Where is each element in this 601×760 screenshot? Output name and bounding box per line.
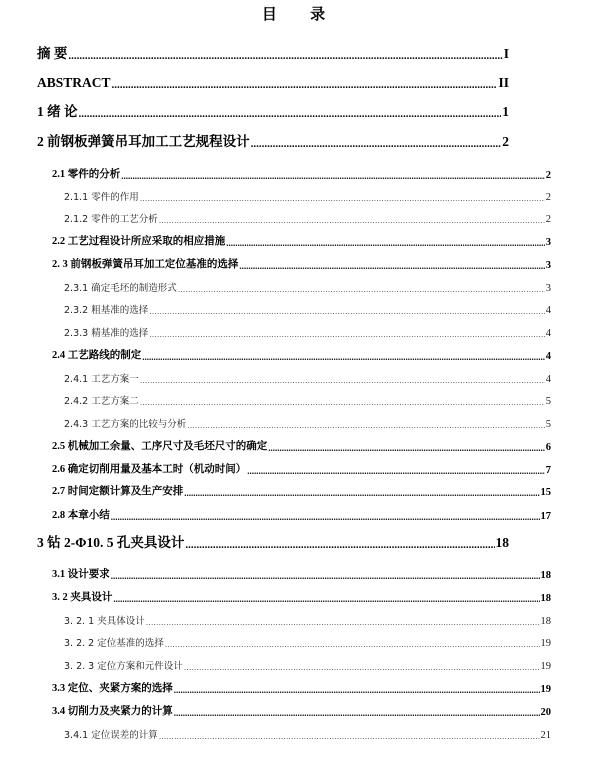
toc-entry-label: 2.3.1 确定毛坯的制造形式 [64, 283, 177, 294]
toc-leader-dots [185, 540, 494, 551]
toc-entry-label: 2.5 机械加工余量、工序尺寸及毛坯尺寸的确定 [52, 441, 268, 452]
toc-leader-dots [111, 572, 540, 581]
toc-entry-page-number: 4 [545, 374, 551, 385]
toc-entry-page-number: 2 [545, 214, 551, 225]
toc-leader-dots [178, 286, 545, 294]
toc-leader-dots [79, 109, 502, 120]
toc-leader-dots [226, 239, 545, 248]
toc-entry-label: 3. 2. 3 定位方案和元件设计 [64, 661, 183, 672]
toc-entry[interactable] [52, 462, 551, 476]
toc-entry-page-number: 18 [540, 570, 551, 581]
toc-entry[interactable] [52, 508, 551, 522]
toc-entry-page-number: 19 [540, 684, 551, 695]
toc-entry-label: 1 绪 论 [37, 104, 78, 119]
toc-leader-dots [184, 489, 539, 498]
toc-leader-dots [149, 308, 545, 316]
toc-leader-dots [159, 217, 545, 225]
toc-leader-dots [174, 686, 540, 695]
toc-entry-label: 2.1.2 零件的工艺分析 [64, 214, 158, 225]
toc-entry-page-number: 17 [540, 511, 551, 522]
toc-leader-dots [268, 444, 545, 453]
toc-entry[interactable] [52, 484, 551, 498]
toc-entry[interactable] [37, 102, 509, 120]
toc-leader-dots [165, 641, 540, 649]
toc-leader-dots [121, 172, 545, 181]
toc-entry-page-number: 3 [545, 283, 551, 294]
toc-entry-label: 3 钻 2-Φ10. 5 孔夹具设计 [37, 535, 185, 550]
toc-leader-dots [140, 399, 545, 407]
toc-leader-dots [111, 513, 540, 522]
toc-title: 目 录 [261, 5, 340, 23]
toc-leader-dots [140, 377, 545, 385]
toc-entry[interactable] [64, 280, 551, 294]
toc-entry-label: 2.3.3 精基准的选择 [64, 328, 149, 339]
toc-entry-label: 2.1 零件的分析 [52, 169, 121, 180]
toc-entry[interactable] [64, 371, 551, 385]
toc-entry[interactable] [64, 613, 551, 627]
toc-leader-dots [68, 51, 502, 62]
toc-leader-dots [184, 664, 540, 672]
toc-entry[interactable] [64, 189, 551, 203]
toc-entry[interactable] [64, 635, 551, 649]
toc-entry-label: 2.6 确定切削用量及基本工时（机动时间） [52, 464, 247, 475]
toc-entry[interactable] [64, 211, 551, 225]
toc-leader-dots [251, 139, 502, 150]
toc-entry-page-number: I [503, 46, 509, 61]
toc-entry-label: 2.4.1 工艺方案一 [64, 374, 139, 385]
toc-entry-label: 2.1.1 零件的作用 [64, 192, 139, 203]
toc-entry-label: 2.2 工艺过程设计所应采取的相应措施 [52, 236, 226, 247]
toc-entry-page-number: II [498, 75, 509, 90]
toc-leader-dots [140, 195, 545, 203]
toc-entry[interactable] [64, 727, 551, 741]
toc-entry[interactable] [64, 416, 551, 430]
toc-entry-label: 3.3 定位、夹紧方案的选择 [52, 683, 173, 694]
toc-entry-page-number: 20 [540, 707, 551, 718]
toc-entry-label: 3.1 设计要求 [52, 569, 110, 580]
toc-entry-page-number: 1 [502, 104, 509, 119]
toc-entry[interactable] [37, 132, 509, 150]
toc-entry-page-number: 18 [540, 593, 551, 604]
toc-entry[interactable] [64, 325, 551, 339]
toc-entry[interactable] [37, 73, 509, 91]
toc-entry-page-number: 2 [545, 170, 551, 181]
toc-leader-dots [239, 262, 544, 271]
toc-entry-page-number: 7 [545, 465, 551, 476]
toc-leader-dots [149, 331, 545, 339]
toc-entry-label: 2.4.2 工艺方案二 [64, 396, 139, 407]
toc-entry[interactable] [37, 533, 509, 551]
toc-entry-label: 3. 2. 2 定位基准的选择 [64, 638, 164, 649]
toc-leader-dots [112, 80, 498, 91]
toc-entry-label: 3. 2 夹具设计 [52, 592, 113, 603]
toc-entry-page-number: 18 [540, 616, 551, 627]
toc-entry-page-number: 3 [545, 237, 551, 248]
toc-entry-label: 2.7 时间定额计算及生产安排 [52, 486, 184, 497]
toc-entry-label: 3. 2. 1 夹具体设计 [64, 616, 145, 627]
toc-entry-label: 2.3.2 粗基准的选择 [64, 305, 149, 316]
toc-entry-page-number: 5 [545, 419, 551, 430]
toc-entry-label: 摘 要 [37, 46, 68, 61]
toc-entry-page-number: 21 [540, 730, 551, 741]
toc-entry[interactable] [52, 681, 551, 695]
toc-entry-page-number: 6 [545, 442, 551, 453]
toc-entry[interactable] [52, 590, 551, 604]
toc-entry[interactable] [52, 439, 551, 453]
toc-entry-page-number: 19 [540, 661, 551, 672]
toc-entry-label: 2 前钢板弹簧吊耳加工工艺规程设计 [37, 134, 250, 149]
toc-entry-label: 2.4 工艺路线的制定 [52, 350, 142, 361]
toc-entry-page-number: 5 [545, 396, 551, 407]
toc-leader-dots [159, 733, 540, 741]
toc-entry[interactable] [64, 393, 551, 407]
toc-entry-page-number: 4 [545, 328, 551, 339]
toc-entry-page-number: 18 [495, 535, 509, 550]
toc-entry-page-number: 4 [545, 305, 551, 316]
toc-entry[interactable] [52, 257, 551, 271]
toc-leader-dots [247, 467, 545, 476]
toc-entry-page-number: 2 [545, 192, 551, 203]
toc-entry[interactable] [64, 658, 551, 672]
toc-entry-label: 2. 3 前钢板弹簧吊耳加工定位基准的选择 [52, 259, 239, 270]
toc-entry[interactable] [37, 44, 509, 62]
toc-entry-label: 2.4.3 工艺方案的比较与分析 [64, 419, 187, 430]
toc-entry-page-number: 4 [545, 351, 551, 362]
toc-leader-dots [146, 619, 540, 627]
toc-entry-page-number: 3 [545, 260, 551, 271]
toc-entry[interactable] [52, 567, 551, 581]
toc-entry-page-number: 15 [540, 487, 551, 498]
toc-entry[interactable] [52, 167, 551, 181]
toc-entry-page-number: 2 [502, 134, 509, 149]
toc-entry[interactable] [64, 302, 551, 316]
toc-leader-dots [113, 595, 539, 604]
toc-leader-dots [142, 353, 545, 362]
toc-entry-label: 3.4.1 定位误差的计算 [64, 730, 158, 741]
toc-entry[interactable] [52, 704, 551, 718]
toc-entry-label: ABSTRACT [37, 75, 111, 90]
toc-leader-dots [174, 709, 540, 718]
toc-entry[interactable] [52, 234, 551, 248]
toc-entry-label: 3.4 切削力及夹紧力的计算 [52, 706, 173, 717]
toc-entry[interactable] [52, 348, 551, 362]
toc-entry-label: 2.8 本章小结 [52, 510, 110, 521]
toc-entry-page-number: 19 [540, 638, 551, 649]
toc-leader-dots [187, 422, 545, 430]
